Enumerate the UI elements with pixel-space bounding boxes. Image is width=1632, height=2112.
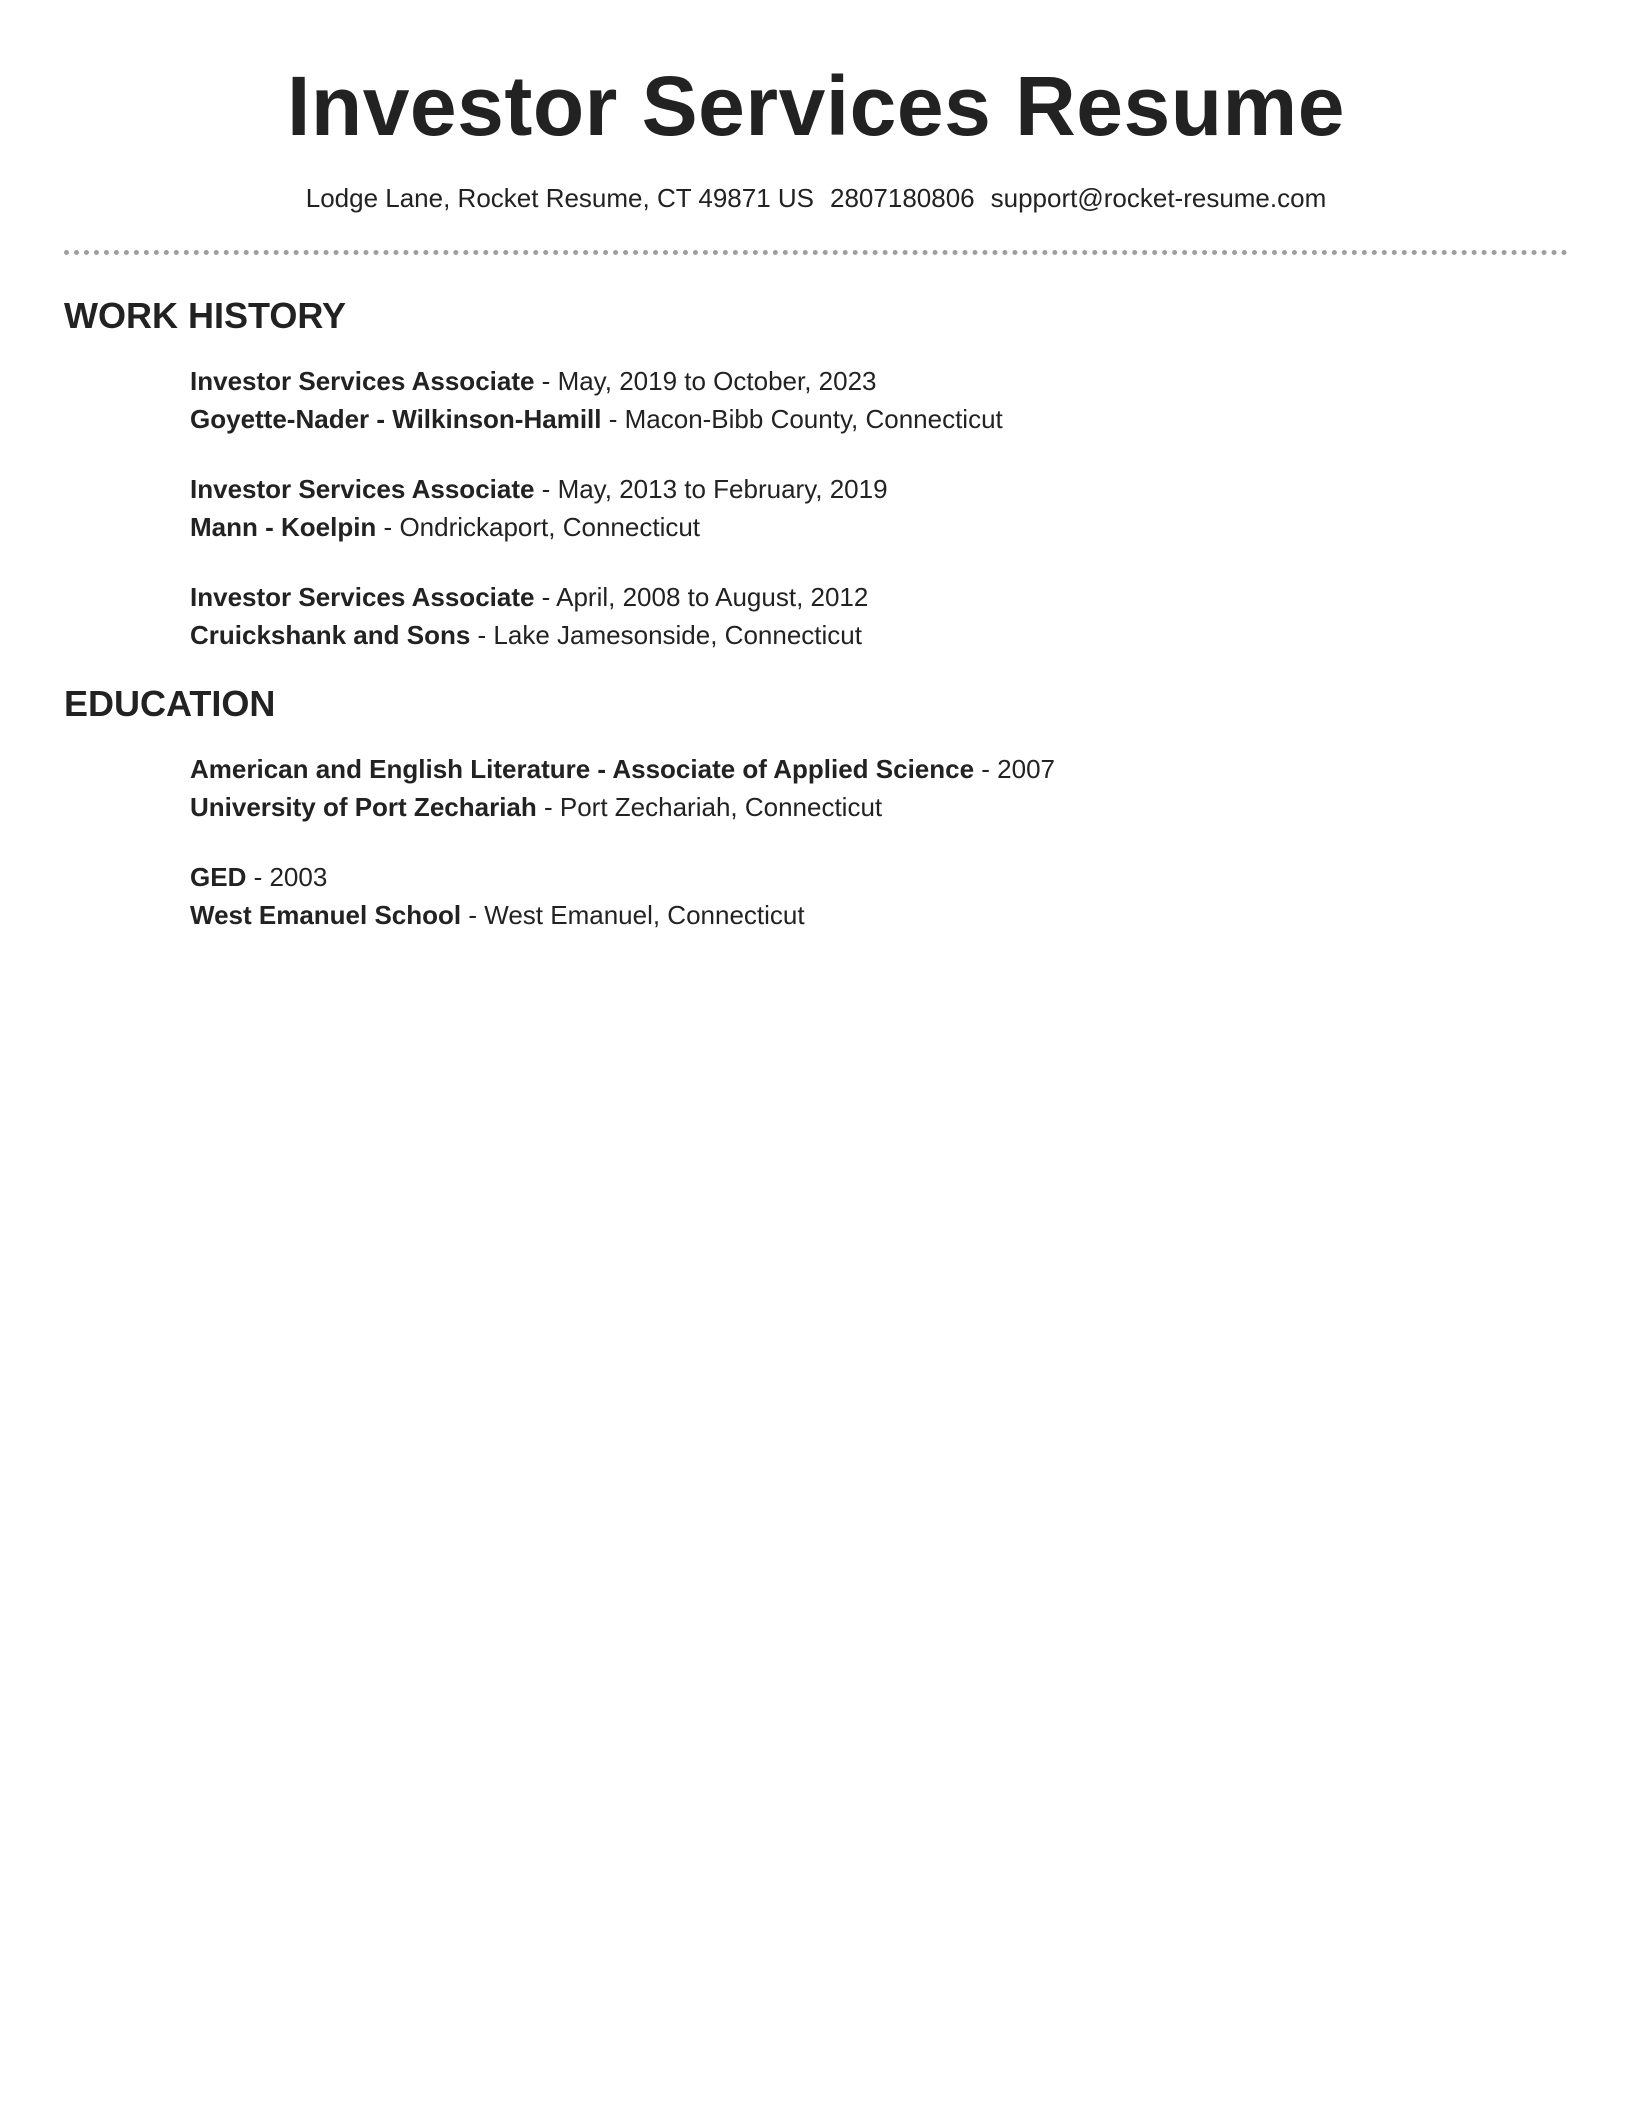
separator: - [974,754,998,784]
education-entry-school-line [190,896,805,934]
separator: - [601,404,625,434]
separator: - [461,900,485,930]
company-name: Mann - Koelpin [190,512,377,542]
job-dates: April, 2008 to August, 2012 [556,582,869,612]
separator: - [534,582,557,612]
page-title: Investor Services Resume [287,59,1345,153]
work-entry [190,470,888,546]
education-heading: EDUCATION [64,683,276,724]
education-entry [190,858,805,934]
contact-email: support@rocket-resume.com [990,183,1327,213]
work-entry-company-line [190,400,1003,438]
separator: - [534,366,558,396]
job-title: Investor Services Associate [190,582,535,612]
job-title: Investor Services Associate [190,474,535,504]
company-name: Goyette-Nader - Wilkinson-Hamill [190,404,602,434]
education-entry [190,750,1055,826]
header-divider [64,250,1568,255]
separator: - [470,620,494,650]
job-title: Investor Services Associate [190,366,535,396]
graduation-year: 2003 [269,862,328,892]
degree-name: GED [190,862,247,892]
separator: - [536,792,560,822]
work-entry-title-line [190,362,1003,400]
job-dates: May, 2013 to February, 2019 [557,474,888,504]
school-name: West Emanuel School [190,900,462,930]
school-location: West Emanuel, Connecticut [484,900,805,930]
work-entry [190,578,868,654]
company-name: Cruickshank and Sons [190,620,471,650]
school-location: Port Zechariah, Connecticut [559,792,883,822]
education-entry-degree-line [190,858,805,896]
contact-line [0,180,1632,216]
school-name: University of Port Zechariah [190,792,537,822]
work-history-heading: WORK HISTORY [64,295,347,336]
work-entry [190,362,1003,438]
work-entry-company-line [190,616,868,654]
work-entry-title-line [190,578,868,616]
work-entry-company-line [190,508,888,546]
company-location: Lake Jamesonside, Connecticut [493,620,862,650]
separator: - [246,862,270,892]
separator: - [376,512,400,542]
company-location: Ondrickaport, Connecticut [399,512,701,542]
separator: - [534,474,558,504]
company-location: Macon-Bibb County, Connecticut [624,404,1003,434]
job-dates: May, 2019 to October, 2023 [557,366,877,396]
contact-phone: 2807180806 [830,183,975,213]
education-entry-degree-line [190,750,1055,788]
degree-name: American and English Literature - Associate of Applied Science [190,754,975,784]
education-entry-school-line [190,788,1055,826]
work-entry-title-line [190,470,888,508]
contact-address: Lodge Lane, Rocket Resume, CT 49871 US [305,183,815,213]
graduation-year: 2007 [997,754,1056,784]
